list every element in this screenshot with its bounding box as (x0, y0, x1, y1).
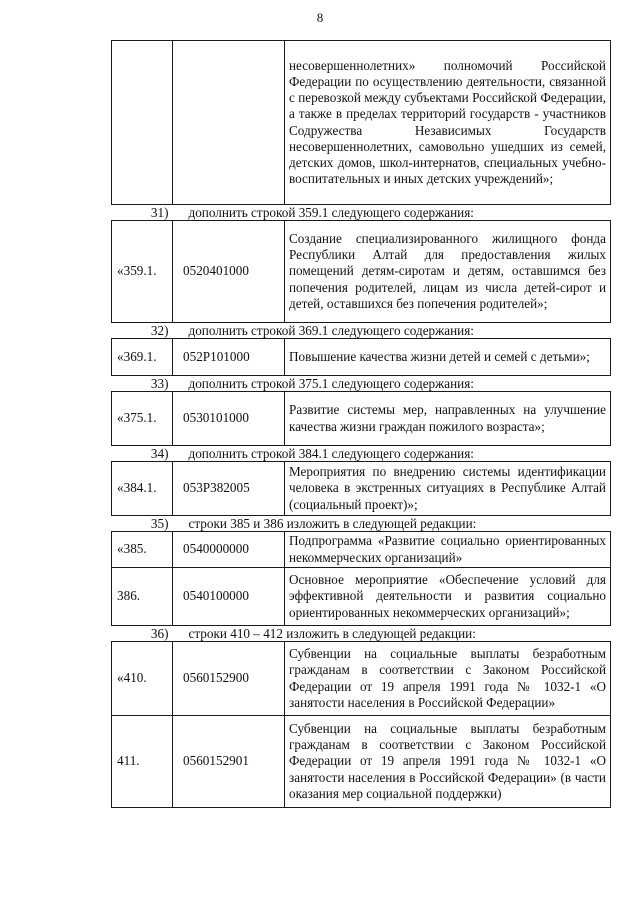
row-number-cell: «359.1. (112, 221, 173, 323)
description-cell: Мероприятия по внедрению системы идентификации человека в экстренных ситуациях в Республике Алтай (социальный проект)»; (289, 464, 606, 512)
program-code-cell: 053P382005 (173, 462, 285, 516)
table-row (112, 462, 611, 516)
program-code-cell: 0540100000 (173, 568, 285, 626)
table-row (112, 392, 611, 446)
row-number-cell: «384.1. (112, 462, 173, 516)
instruction-number: 32) (150, 323, 169, 338)
instruction-text: дополнить строкой 369.1 следующего содержания: (188, 323, 474, 338)
description-cell: Создание специализированного жилищного фонда Республики Алтай для предоставления жилых помещений детям-сиротам и детям, оставшимся без попечения родителей, лицам из числа детей-сирот и детей, оставшихся без попечения родителей»; (289, 231, 606, 311)
budget-classification-table (111, 40, 611, 808)
description-cell: Субвенции на социальные выплаты безработным гражданам в соответствии с Законом Российской Федерации от 19 апреля 1991 года № 1032-1 «О занятости населения в Российской Федерации» (289, 646, 606, 710)
instruction-text: дополнить строкой 375.1 следующего содержания: (188, 376, 474, 391)
program-code-cell: 052P101000 (173, 339, 285, 376)
instruction-number: 36) (150, 626, 169, 641)
instruction-text: строки 385 и 386 изложить в следующей редакции: (188, 516, 477, 531)
table-row (112, 339, 611, 376)
row-number-cell: «369.1. (112, 339, 173, 376)
amendment-instruction (112, 446, 611, 462)
program-code-cell: 0560152900 (173, 642, 285, 716)
program-code-cell: 0520401000 (173, 221, 285, 323)
description-cell: Основное мероприятие «Обеспечение условий для эффективной деятельности и развития социально ориентированных некоммерческих организаций»; (289, 572, 606, 620)
row-number-cell: «375.1. (112, 392, 173, 446)
amendment-instruction (112, 626, 611, 642)
table-row (112, 716, 611, 808)
table-row (112, 642, 611, 716)
instruction-text: дополнить строкой 384.1 следующего содержания: (188, 446, 474, 461)
amendment-instruction (112, 323, 611, 339)
instruction-number: 33) (150, 376, 169, 391)
instruction-number: 35) (150, 516, 169, 531)
program-code-cell: 0560152901 (173, 716, 285, 808)
row-number-cell: 411. (112, 716, 173, 808)
description-cell: Повышение качества жизни детей и семей с детьми»; (289, 348, 590, 364)
row-number-cell: «385. (112, 532, 173, 568)
description-cell: Подпрограмма «Развитие социально ориентированных некоммерческих организаций» (289, 533, 606, 565)
table-row (112, 41, 611, 205)
instruction-text: дополнить строкой 359.1 следующего содержания: (188, 205, 474, 220)
page-number: 8 (316, 10, 324, 25)
row-number-cell (112, 41, 173, 205)
program-code-cell (173, 41, 285, 205)
instruction-text: строки 410 – 412 изложить в следующей редакции: (188, 626, 476, 641)
amendment-instruction (112, 516, 611, 532)
program-code-cell: 0540000000 (173, 532, 285, 568)
amendment-instruction (112, 205, 611, 221)
table-row (112, 221, 611, 323)
description-cell: Субвенции на социальные выплаты безработным гражданам в соответствии с Законом Российской Федерации от 19 апреля 1991 года № 1032-1 «О занятости населения в Российской Федерации» (в части оказания мер социальной поддержки) (289, 721, 606, 801)
description-cell: Развитие системы мер, направленных на улучшение качества жизни граждан пожилого возраста»; (289, 402, 606, 434)
amendment-instruction (112, 376, 611, 392)
table-row (112, 532, 611, 568)
instruction-number: 31) (150, 205, 169, 220)
program-code-cell: 0530101000 (173, 392, 285, 446)
instruction-number: 34) (150, 446, 169, 461)
table-row (112, 568, 611, 626)
row-number-cell: 386. (112, 568, 173, 626)
row-number-cell: «410. (112, 642, 173, 716)
description-cell: несовершеннолетних» полномочий Российской Федерации по осуществлению деятельности, связанной с перевозкой между субъектами Российской Федерации, а также в пределах территорий государств - участников Содружества Независимых Государств несовершеннолетних, самовольно ушедших из семей, детских домов, школ-интернатов, специальных учебно-воспитательных и иных детских учреждений»; (289, 58, 606, 186)
